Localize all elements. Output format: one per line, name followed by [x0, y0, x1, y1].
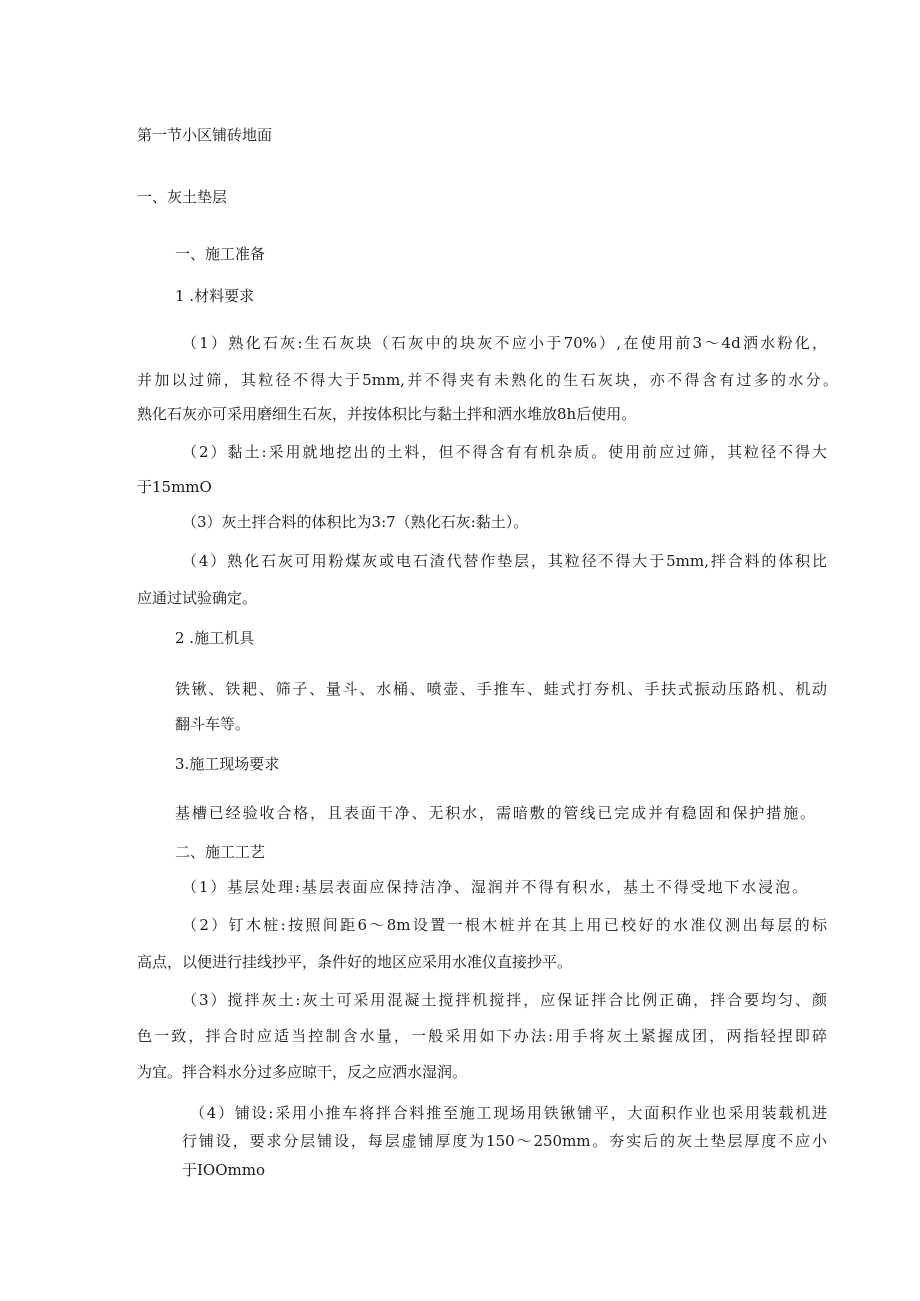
part-heading: 一、灰土垫层 — [137, 188, 228, 206]
process-heading: 二、施工工艺 — [175, 843, 266, 861]
paving-line-2: 行铺设，要求分层铺设，每层虚铺厚度为150～250mm。夯实后的灰土垫层厚度不应小 — [182, 1132, 827, 1150]
ratio-line: （3）灰土拌合料的体积比为3:7（熟化石灰:黏土）。 — [182, 513, 529, 531]
materials-heading: 1 .材料要求 — [175, 287, 255, 305]
machinery-line-2: 翻斗车等。 — [175, 715, 251, 733]
prep-heading: 一、施工准备 — [175, 245, 266, 263]
stakes-line-2: 高点，以便进行挂线抄平，条件好的地区应采用水准仪直接抄平。 — [137, 953, 573, 971]
mixing-line-3: 为宜。拌合料水分过多应晾干，反之应洒水湿润。 — [137, 1063, 468, 1081]
lime-line-2: 并加以过筛，其粒径不得大于5mm,并不得夹有未熟化的生石灰块，亦不得含有过多的水分。 — [137, 371, 838, 389]
mixing-line-2: 色一致，拌合时应适当控制含水量，一般采用如下办法:用手将灰土紧握成团，两指轻捏即碎 — [137, 1027, 827, 1045]
site-text: 基槽已经验收合格，且表面干净、无积水，需暗敷的管线已完成并有稳固和保护措施。 — [175, 804, 815, 822]
lime-line-1: （1）熟化石灰:生石灰块（石灰中的块灰不应小于70%）,在使用前3～4d洒水粉化， — [182, 334, 827, 352]
lime-line-3: 熟化石灰亦可采用磨细生石灰，并按体积比与黏土拌和洒水堆放8h后使用。 — [137, 405, 637, 423]
paving-line-3: 于IOOmmo — [182, 1161, 265, 1179]
base-line: （1）基层处理:基层表面应保持洁净、湿润并不得有积水，基土不得受地下水浸泡。 — [182, 878, 807, 896]
substitute-line-1: （4）熟化石灰可用粉煤灰或电石渣代替作垫层，其粒径不得大于5mm,拌合料的体积比 — [182, 552, 827, 570]
paving-line-1: （4）铺设:采用小推车将拌合料推至施工现场用铁锹铺平，大面积作业也采用装载机进 — [190, 1104, 827, 1122]
section-title: 第一节小区铺砖地面 — [137, 126, 273, 144]
substitute-line-2: 应通过试验确定。 — [137, 589, 258, 607]
stakes-line-1: （2）钉木桩:按照间距6～8m设置一根木桩并在其上用已校好的水准仪测出每层的标 — [182, 916, 827, 934]
mixing-line-1: （3）搅拌灰土:灰土可采用混凝土搅拌机搅拌，应保证拌合比例正确，拌合要均匀、颜 — [182, 991, 827, 1009]
clay-line-2: 于15mmO — [137, 478, 212, 496]
machinery-line-1: 铁锹、铁耙、筛子、量斗、水桶、喷壶、手推车、蛙式打夯机、手扶式振动压路机、机动 — [175, 680, 827, 698]
site-heading: 3.施工现场要求 — [175, 755, 280, 773]
machinery-heading: 2 .施工机具 — [175, 629, 255, 647]
clay-line-1: （2）黏土:采用就地挖出的土料，但不得含有有机杂质。使用前应过筛，其粒径不得大 — [182, 443, 827, 461]
